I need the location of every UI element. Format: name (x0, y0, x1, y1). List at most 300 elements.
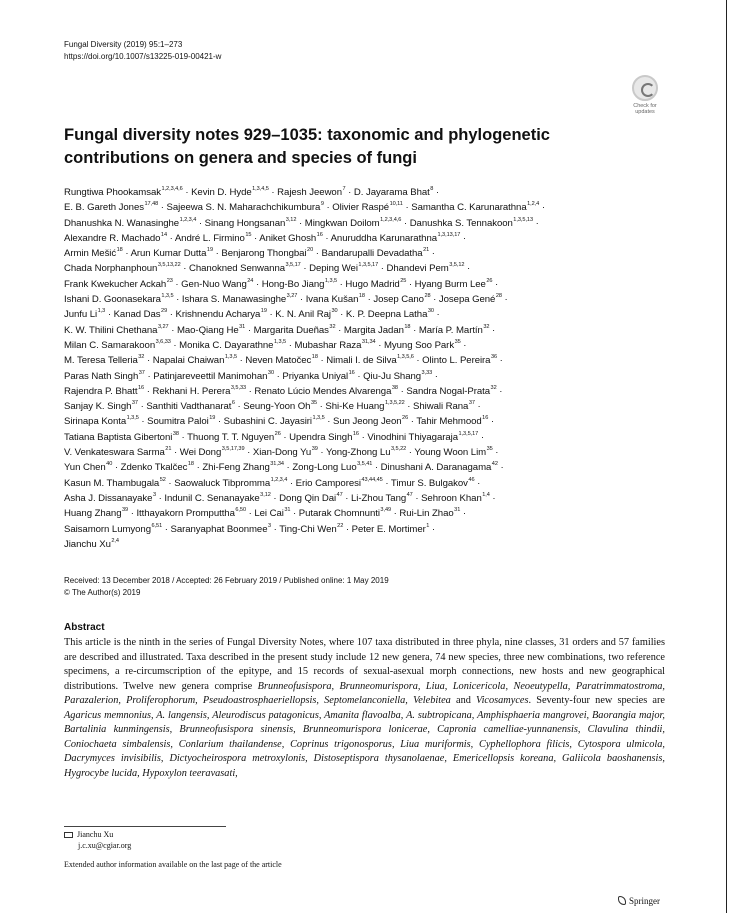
author-name[interactable]: D. Jayarama Bhat$^8$ (353, 186, 434, 198)
author-affiliation: 35 (310, 400, 318, 407)
author-separator: · (144, 370, 154, 382)
author-name[interactable]: Renato Lúcio Mendes Alvarenga$^{38}$ (254, 384, 398, 397)
author-name[interactable]: Soumitra Paloi$^{19}$ (147, 415, 216, 428)
author-name[interactable]: K. W. Thilini Chethana$^{3,27}$ (64, 323, 169, 336)
author-separator: · (378, 263, 387, 275)
author-separator: · (460, 339, 467, 351)
author-name[interactable]: Wei Dong$^{3,5,17,39}$ (179, 446, 245, 459)
author-affiliation: 25 (400, 277, 407, 284)
author-separator: · (245, 324, 254, 336)
journal-doi[interactable]: https://doi.org/10.1007/s13225-019-00421-w (64, 52, 222, 61)
author-affiliation: 18 (187, 461, 194, 468)
author-separator: · (354, 370, 364, 382)
author-name[interactable]: Timur S. Bulgakov$^{46}$ (390, 476, 475, 489)
author-separator: · (112, 462, 121, 474)
author-affiliation: 3,33 (421, 369, 433, 376)
author-name[interactable]: Ishani D. Goonasekara$^{1,3,5}$ (64, 293, 174, 306)
author-separator: · (317, 401, 326, 413)
author-separator: · (128, 508, 137, 520)
author-name[interactable]: Deping Wei$^{1,3,5,17}$ (309, 262, 379, 275)
author-separator: · (297, 294, 306, 306)
author-name[interactable]: Tatiana Baptista Gibertoni$^{38}$ (64, 430, 179, 443)
author-affiliation: 3,5,22 (390, 446, 407, 453)
author-name[interactable]: Dhanushka N. Wanasinghe$^{1,2,3,4}$ (64, 216, 197, 229)
author-separator: · (162, 523, 171, 535)
author-affiliation: 1,3,5 (324, 277, 338, 284)
author-affiliation: 32 (483, 323, 490, 330)
author-affiliation: 31 (454, 507, 461, 514)
author-name[interactable]: Aniket Ghosh$^{16}$ (259, 231, 323, 244)
author-affiliation: 37 (468, 400, 475, 407)
author-separator: · (246, 385, 255, 397)
author-name[interactable]: Ivana Kušan$^{18}$ (305, 293, 365, 306)
author-name[interactable]: Dong Qin Dai$^{47}$ (279, 491, 343, 504)
author-name[interactable]: Sirinapa Konta$^{1,3,5}$ (64, 415, 139, 428)
author-name[interactable]: Margarita Dueñas$^{32}$ (253, 323, 336, 336)
author-name[interactable]: Anuruddha Karunarathna$^{1,3,13,17}$ (330, 231, 461, 244)
author-name[interactable]: Margita Jadan$^{18}$ (343, 323, 411, 336)
author-list (64, 185, 664, 552)
author-name[interactable]: Kanad Das$^{29}$ (113, 308, 168, 321)
author-separator: · (460, 508, 466, 520)
author-separator: · (433, 187, 440, 198)
check-for-updates-icon (632, 75, 658, 101)
author-separator: · (213, 248, 222, 260)
author-affiliation: 9 (320, 201, 324, 208)
author-name[interactable]: Saisamorn Lumyong$^{6,51}$ (64, 522, 163, 535)
author-affiliation: 37 (131, 400, 138, 407)
author-name[interactable]: Bandarupalli Devadatha$^{21}$ (321, 247, 430, 260)
author-name[interactable]: Shiwali Rana$^{37}$ (413, 400, 475, 413)
author-separator: · (300, 263, 310, 275)
author-affiliation: 38 (172, 430, 179, 437)
author-separator: · (167, 309, 176, 321)
publisher-logo (618, 896, 660, 906)
corresponding-author: Jianchu Xu (77, 830, 114, 839)
extended-info-note: Extended author information available on the last page of the article (64, 860, 282, 869)
abstract-text: . Seventy-four new species are (528, 695, 665, 706)
author-affiliation: 28 (424, 293, 431, 300)
author-affiliation: 46 (468, 476, 475, 483)
author-affiliation: 1,3,5,22 (384, 400, 405, 407)
author-separator: · (492, 278, 499, 290)
author-name[interactable]: Itthayakorn Promputtha$^{6,50}$ (136, 507, 247, 520)
author-name[interactable]: Yun Chen$^{40}$ (64, 461, 113, 474)
author-separator: · (375, 339, 384, 351)
author-separator: · (432, 370, 438, 382)
author-separator: · (410, 324, 419, 336)
author-separator: · (412, 492, 422, 504)
author-affiliation: 1,3,4,5 (252, 186, 269, 192)
author-affiliation: 16 (348, 369, 355, 376)
author-name[interactable]: André L. Firmino$^{15}$ (174, 231, 252, 244)
author-affiliation: 3,49 (380, 507, 392, 514)
author-name[interactable]: Mao-Qiang He$^{31}$ (176, 323, 246, 336)
author-name[interactable]: Huang Zhang$^{39}$ (64, 507, 129, 520)
author-separator: · (168, 324, 177, 336)
author-name[interactable]: Chanokned Senwanna$^{3,5,17}$ (189, 262, 301, 275)
author-affiliation: 52 (159, 476, 166, 483)
author-separator: · (323, 202, 333, 214)
author-name[interactable]: Olinto L. Pereira$^{36}$ (422, 354, 498, 367)
author-separator: · (271, 523, 280, 535)
author-name[interactable]: Arun Kumar Dutta$^{19}$ (130, 247, 213, 260)
author-separator: · (464, 263, 471, 275)
author-name[interactable]: Josepa Gené$^{28}$ (438, 293, 502, 306)
author-name[interactable]: Li-Zhou Tang$^{47}$ (351, 491, 413, 504)
journal-citation: Fungal Diversity (2019) 95:1–273 (64, 40, 183, 49)
author-name[interactable]: Rekhani H. Perera$^{3,5,33}$ (152, 384, 247, 397)
author-name[interactable]: Qiu-Ju Shang$^{3,33}$ (363, 369, 433, 382)
author-name[interactable]: Chada Norphanphoun$^{3,5,13,22}$ (64, 262, 181, 275)
author-name[interactable]: Santhiti Vadthanarat$^6$ (146, 400, 235, 413)
author-name[interactable]: Alexandre R. Machado$^{14}$ (64, 231, 168, 244)
author-affiliation: 32 (138, 354, 145, 361)
author-name[interactable]: Mingkwan Doilom$^{1,2,3,4,6}$ (304, 216, 402, 229)
author-affiliation: 1,3,5 (224, 354, 238, 361)
taxon-names: Vicosamyces (476, 695, 529, 706)
author-name[interactable]: Myung Soo Park$^{35}$ (383, 338, 461, 351)
author-affiliation: 3,5,13,22 (157, 262, 181, 269)
author-separator: · (253, 278, 262, 290)
author-separator: · (290, 508, 299, 520)
author-name[interactable]: Sehroon Khan$^{1,4}$ (421, 491, 490, 504)
author-separator: · (413, 355, 423, 367)
author-name[interactable]: Shi-Ke Huang$^{1,3,5,22}$ (325, 400, 405, 413)
author-affiliation: 16 (137, 384, 145, 391)
author-separator: · (372, 462, 381, 474)
author-separator: · (492, 447, 499, 459)
author-separator: · (497, 355, 503, 367)
publication-dates (64, 575, 389, 598)
author-affiliation: 32 (329, 323, 336, 330)
author-name[interactable]: Lei Cai$^{31}$ (254, 507, 291, 520)
author-name[interactable]: Patinjareveettil Manimohan$^{30}$ (153, 369, 274, 382)
author-affiliation: 14 (160, 231, 168, 238)
author-name[interactable]: Olivier Raspé$^{10,11}$ (332, 201, 403, 214)
author-affiliation: 31 (284, 507, 291, 514)
author-name[interactable]: Dinushani A. Daranagama$^{42}$ (380, 461, 498, 474)
author-affiliation: 32 (490, 384, 497, 391)
publisher-name: Springer (629, 896, 660, 906)
author-separator: · (283, 462, 293, 474)
author-affiliation: 37 (138, 369, 145, 376)
author-affiliation: 7 (342, 186, 346, 192)
author-name[interactable]: Monika C. Dayarathne$^{1,3,5}$ (179, 338, 287, 351)
author-separator: · (317, 355, 327, 367)
author-affiliation: 24 (247, 277, 254, 284)
author-separator: · (497, 462, 504, 474)
author-affiliation: 1,4 (482, 491, 490, 498)
author-name[interactable]: Hugo Madrid$^{25}$ (345, 277, 407, 290)
author-name[interactable]: Priyanka Uniyal$^{16}$ (282, 369, 355, 382)
author-name[interactable]: Young Woon Lim$^{35}$ (414, 446, 493, 459)
author-affiliation: 1,3 (97, 308, 106, 315)
author-name[interactable]: Tahir Mehmood$^{16}$ (416, 415, 489, 428)
author-affiliation: 8 (430, 186, 434, 192)
author-separator: · (358, 431, 368, 443)
author-affiliation: 3,5,41 (357, 461, 373, 468)
author-affiliation: 18 (311, 354, 318, 361)
author-affiliation: 10,11 (389, 201, 403, 208)
author-separator: · (251, 232, 260, 244)
author-name[interactable]: Danushka S. Tennakoon$^{1,3,5,13}$ (409, 216, 534, 229)
author-affiliation: 3,5,12 (449, 262, 465, 269)
author-name[interactable]: Rajendra P. Bhatt$^{16}$ (64, 384, 145, 397)
author-separator: · (489, 492, 496, 504)
author-separator: · (539, 202, 545, 214)
author-name[interactable]: Zong-Long Luo$^{3,5,41}$ (292, 461, 373, 474)
author-separator: · (280, 431, 290, 443)
author-affiliation: 1,3,5,17 (458, 430, 479, 437)
author-name[interactable]: Neven Matočec$^{18}$ (245, 354, 318, 367)
author-separator: · (402, 202, 412, 214)
author-affiliation: 47 (406, 491, 413, 498)
article-title: Fungal diversity notes 929–1035: taxonomic and phylogenetic contributions on genera and species of fungi (64, 126, 550, 167)
author-separator: · (270, 492, 280, 504)
author-name[interactable]: Subashini C. Jayasiri$^{1,3,5}$ (223, 415, 325, 428)
author-affiliation: 19 (209, 415, 216, 422)
author-separator: · (105, 309, 114, 321)
author-name[interactable]: Mubashar Raza$^{31,34}$ (294, 338, 376, 351)
author-separator: · (244, 447, 253, 459)
author-name[interactable]: Sinang Hongsanan$^{3,12}$ (204, 216, 297, 229)
author-name[interactable]: Frank Kwekucher Ackah$^{23}$ (64, 277, 173, 290)
author-name[interactable]: Seung-Yoon Oh$^{35}$ (243, 400, 318, 413)
author-separator: · (182, 187, 192, 198)
author-name[interactable]: Gen-Nuo Wang$^{24}$ (181, 277, 254, 290)
author-separator: · (430, 294, 439, 306)
author-name[interactable]: Peter E. Mortimer$^1$ (351, 522, 430, 535)
author-affiliation: 29 (161, 308, 168, 315)
author-name[interactable]: Zdenko Tkalčec$^{18}$ (120, 461, 194, 474)
badge-label: Check for updates (633, 103, 657, 115)
author-affiliation: 36 (490, 354, 498, 361)
author-separator: · (237, 355, 246, 367)
dates-line: Received: 13 December 2018 / Accepted: 26 February 2019 / Published online: 1 May 2019 (64, 576, 389, 585)
author-separator: · (180, 263, 189, 275)
copyright-line: © The Author(s) 2019 (64, 587, 141, 597)
author-name[interactable]: Rungtiwa Phookamsak$^{1,2,3,4,6}$ (64, 186, 183, 198)
author-separator: · (429, 248, 435, 260)
author-separator: · (122, 248, 131, 260)
author-name[interactable]: Napalai Chaiwan$^{1,3,5}$ (152, 354, 238, 367)
author-affiliation: 6,51 (151, 522, 163, 529)
author-name[interactable]: Kasun M. Thambugala$^{52}$ (64, 476, 166, 489)
author-name[interactable]: V. Venkateswara Sarma$^{21}$ (64, 446, 172, 459)
taxon-names: Brunneofusispora, Brunneomurispora, Liua, Lonicericola, Neoeutypella, Paratrimmatostroma, Parazalerion, Proliferophorum, Pseudoastrosphaeriellopsis, Septomelanconiella, Velebitea (64, 680, 665, 706)
author-name[interactable]: K. P. Deepna Latha$^{30}$ (345, 308, 434, 321)
author-separator: · (138, 416, 148, 428)
author-affiliation: 21 (423, 247, 430, 254)
author-affiliation: 19 (260, 308, 267, 315)
author-affiliation: 47 (336, 491, 343, 498)
author-separator: · (171, 447, 180, 459)
author-separator: · (173, 294, 182, 306)
springer-horse-icon (618, 896, 626, 905)
author-separator: · (501, 294, 508, 306)
author-separator: · (382, 477, 391, 489)
author-name[interactable]: Jianchu Xu$^{2,4}$ (64, 537, 119, 550)
author-separator: · (342, 492, 352, 504)
author-affiliation: 35 (454, 338, 461, 345)
author-name[interactable]: Indunil C. Senanayake$^{3,12}$ (164, 491, 271, 504)
author-separator: · (313, 248, 322, 260)
author-name[interactable]: Saranyaphat Boonmee$^3$ (170, 522, 272, 535)
author-name[interactable]: Putarak Chomnunti$^{3,49}$ (298, 507, 392, 520)
author-separator: · (322, 232, 331, 244)
author-affiliation: 30 (267, 369, 274, 376)
author-name[interactable]: Vinodhini Thiyagaraja$^{1,3,5,17}$ (367, 430, 479, 443)
author-name[interactable]: Kevin D. Hyde$^{1,3,4,5}$ (191, 186, 269, 198)
author-name[interactable]: M. Teresa Telleria$^{32}$ (64, 354, 145, 367)
author-name[interactable]: Ishara S. Manawasinghe$^{3,27}$ (181, 293, 298, 306)
author-separator: · (286, 339, 295, 351)
author-affiliation: 1,2,3,4,6 (161, 186, 183, 192)
author-separator: · (496, 385, 503, 397)
author-separator: · (478, 431, 484, 443)
author-separator: · (144, 355, 153, 367)
author-affiliation: 16 (316, 231, 323, 238)
author-affiliation: 16 (482, 415, 489, 422)
author-affiliation: 26 (402, 415, 409, 422)
author-name[interactable]: Hyang Burm Lee$^{26}$ (414, 277, 493, 290)
author-separator: · (406, 278, 415, 290)
author-affiliation: 15 (245, 231, 252, 238)
author-affiliation: 1,3,5,17 (358, 262, 379, 269)
author-name[interactable]: Sandra Nogal-Prata$^{32}$ (406, 384, 497, 397)
author-affiliation: 1,3,5 (126, 415, 139, 422)
author-affiliation: 22 (337, 522, 344, 529)
author-separator: · (488, 416, 495, 428)
author-affiliation: 17,48 (144, 201, 159, 208)
author-name[interactable]: E. B. Gareth Jones$^{17,48}$ (64, 201, 159, 214)
author-separator: · (158, 202, 167, 214)
author-affiliation: 3,12 (285, 216, 297, 223)
author-name[interactable]: Zhi-Feng Zhang$^{31,34}$ (202, 461, 284, 474)
abstract-heading: Abstract (64, 622, 105, 633)
author-affiliation: 26 (486, 277, 493, 284)
author-affiliation: 39 (311, 446, 318, 453)
author-affiliation: 1,3,5 (312, 415, 325, 422)
author-separator: · (433, 309, 440, 321)
author-name[interactable]: Erio Camporesi$^{43,44,45}$ (295, 476, 383, 489)
author-name[interactable]: Nimali I. de Silva$^{1,3,5,6}$ (326, 354, 414, 367)
author-separator: · (170, 339, 180, 351)
author-name[interactable]: Xian-Dong Yu$^{39}$ (252, 446, 318, 459)
author-separator: · (266, 309, 276, 321)
author-separator: · (172, 278, 182, 290)
author-affiliation: 3,12 (260, 491, 271, 498)
author-name[interactable]: Krishnendu Acharya$^{19}$ (175, 308, 267, 321)
author-affiliation: 31,34 (361, 338, 376, 345)
author-affiliation: 3,6,33 (155, 338, 171, 345)
author-separator: · (343, 523, 352, 535)
author-separator: · (167, 232, 175, 244)
author-name[interactable]: Thuong T. T. Nguyen$^{26}$ (187, 430, 281, 443)
author-affiliation: 3,5,33 (230, 384, 247, 391)
author-separator: · (287, 477, 296, 489)
author-name[interactable]: Paras Nath Singh$^{37}$ (64, 369, 145, 382)
author-name[interactable]: Hong-Bo Jiang$^{1,3,5}$ (261, 277, 338, 290)
author-affiliation: 1,2,3,4 (179, 216, 197, 223)
author-name[interactable]: Junfu Li$^{1,3}$ (64, 308, 106, 321)
author-separator: · (429, 523, 436, 535)
author-name[interactable]: Sajeewa S. N. Maharachchikumbura$^9$ (166, 201, 324, 214)
author-affiliation: 23 (166, 277, 173, 284)
author-separator: · (404, 401, 414, 413)
author-separator: · (246, 508, 255, 520)
author-name[interactable]: Josep Cano$^{28}$ (373, 293, 431, 306)
author-name[interactable]: Milan C. Samarakoon$^{3,6,33}$ (64, 338, 171, 351)
author-separator: · (337, 278, 346, 290)
author-affiliation: 21 (165, 446, 172, 453)
author-separator: · (193, 462, 203, 474)
author-affiliation: 35 (486, 446, 493, 453)
author-affiliation: 3 (152, 491, 157, 498)
author-name[interactable]: Dhandevi Pem$^{3,5,12}$ (386, 262, 465, 275)
abstract-text: and (450, 695, 477, 706)
correspondence (64, 830, 131, 851)
footnote-divider (64, 826, 226, 827)
author-separator: · (474, 477, 481, 489)
abstract-body (64, 636, 665, 781)
author-name[interactable]: Samantha C. Karunarathna$^{1,2,4}$ (411, 201, 540, 214)
author-affiliation: 6,50 (235, 507, 247, 514)
author-name[interactable]: Upendra Singh$^{16}$ (289, 430, 359, 443)
corresponding-email[interactable]: j.c.xu@cgiar.org (78, 840, 132, 850)
author-affiliation: 43,44,45 (361, 476, 383, 483)
author-name[interactable]: Yong-Zhong Lu$^{3,5,22}$ (326, 446, 407, 459)
author-affiliation: 31,34 (270, 461, 284, 468)
check-for-updates-badge[interactable] (626, 75, 664, 115)
author-name[interactable]: Ting-Chi Wen$^{22}$ (279, 522, 344, 535)
author-name[interactable]: María P. Martín$^{32}$ (418, 323, 490, 336)
author-separator: · (178, 431, 188, 443)
author-affiliation: 1,3,13,17 (437, 231, 461, 238)
author-separator: · (401, 217, 410, 229)
author-name[interactable]: Sun Jeong Jeon$^{26}$ (333, 415, 409, 428)
author-separator: · (337, 309, 346, 321)
author-name[interactable]: Sanjay K. Singh$^{37}$ (64, 400, 138, 413)
author-affiliation: 1 (426, 522, 430, 529)
author-affiliation: 40 (106, 461, 113, 468)
taxon-names: Agaricus memnonius, A. langensis, Aleurodiscus patagonicus, Amanita flavoalba, A. subtropicana, Amphisphaeria mangrovei, Baorangia major, Bartalinia kunmingensis, Brunneofusispora sinensis, Brunneomurispora lonicerae, Capronia camelliae-yunnanensis, Clavulina thindii, Coniochaeta simbalensis, Conlarium thailandense, Coprinus trigonosporus, Liua muriformis, Cyphellophora filicis, Cytospora ulmicola, Dacrymyces invisibilis, Dictyocheirospora metroxylonis, Distoseptispora thysanolaenae, Emericellopsis koreana, Galiicola baoshanensis, Hygrocybe lucida, Hypoxylon teeravasati, (64, 709, 665, 779)
author-affiliation: 1,3,5,6 (397, 354, 414, 361)
author-separator: · (268, 187, 278, 198)
author-name[interactable]: Benjarong Thongbai$^{20}$ (221, 247, 314, 260)
author-affiliation: 3,27 (157, 323, 169, 330)
author-separator: · (296, 217, 305, 229)
author-name[interactable]: Armin Mešić$^{18}$ (64, 247, 123, 260)
author-name[interactable]: Asha J. Dissanayake$^3$ (64, 491, 157, 504)
author-name[interactable]: K. N. Anil Raj$^{30}$ (275, 308, 338, 321)
author-name[interactable]: Rajesh Jeewon$^7$ (277, 186, 346, 198)
author-separator: · (391, 508, 400, 520)
author-affiliation: 1,2,3,4,6 (380, 216, 402, 223)
author-affiliation: 3 (267, 522, 272, 529)
author-affiliation: 18 (116, 247, 123, 254)
author-name[interactable]: Rui-Lin Zhao$^{31}$ (399, 507, 461, 520)
author-name[interactable]: Saowaluck Tibpromma$^{1,2,3,4}$ (174, 476, 288, 489)
author-affiliation: 38 (391, 384, 398, 391)
author-separator: · (345, 187, 354, 198)
author-affiliation: 18 (404, 323, 411, 330)
author-separator: · (165, 477, 175, 489)
author-separator: · (460, 232, 467, 244)
author-separator: · (234, 401, 244, 413)
abstract-text: This article is the ninth in the series of Fungal Diversity Notes, where 107 taxa distributed in three phyla, nine classes, 31 orders and 57 families are described and illustrated. Taxa described in the present study include 12 new genera, 74 new species, three new combinations, two reference specimens, a re-circumscription of the epitype, and 15 records of sexual-asexual morph connections, new hosts and new geographical distributions. Twelve new genera comprise (64, 637, 665, 692)
